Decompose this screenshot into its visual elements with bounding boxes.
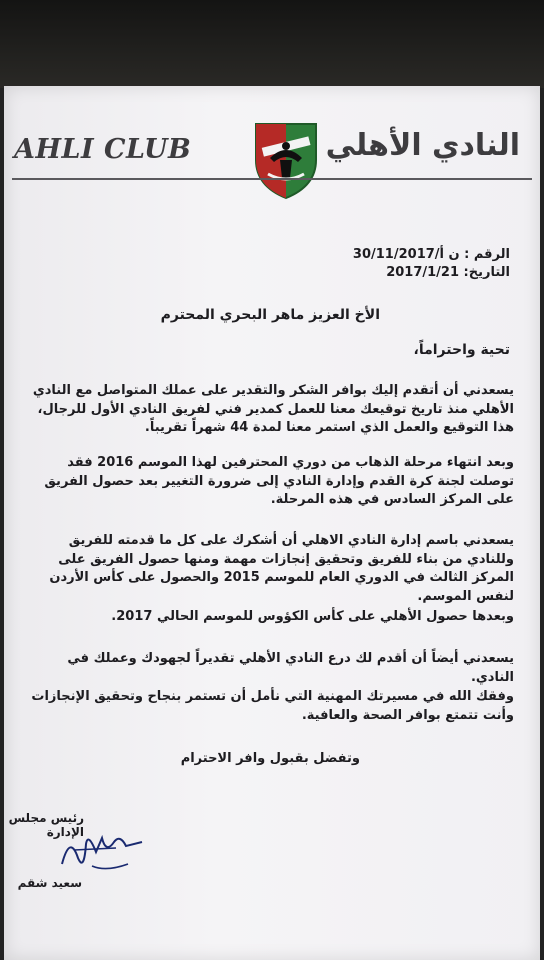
reference-date: التاريخ: 2017/1/21 [386, 265, 510, 280]
signatory-title: رئيس مجلس الإدارة [8, 811, 84, 839]
paragraph-5: يسعدني أيضاً أن أقدم لك درع النادي الأهلي تقديراً لجهودك وعملك في النادي. [67, 651, 514, 685]
paragraph-4: وبعدها حصول الأهلي على كأس الكؤوس للموسم الحالي 2017. [111, 609, 514, 624]
reference-number: الرقم : ن أ/30/11/2017 [352, 247, 510, 262]
club-name-english: AHLI CLUB [14, 134, 192, 165]
ahli-club-crest-icon [246, 116, 326, 202]
closing-line: وتفضل بقبول وافر الاحترام [180, 751, 360, 766]
signatory-name: سعيد شقم [17, 876, 82, 890]
dark-background-top [0, 0, 544, 88]
letterhead [4, 86, 540, 182]
paragraph-1: يسعدني أن أتقدم إليك بوافر الشكر والتقدير على عملك المتواصل مع النادي الأهلي منذ تاريخ توقيعك معنا للعمل كمدير فني لفريق النادي الأول للرجال، هذا التوقيع والعمل الذي استمر معنا لمدة 44 شهراً تقريباً. [32, 383, 514, 435]
letter-page [4, 86, 540, 960]
reference-block [353, 246, 510, 282]
club-name-arabic: النادي الأهلي [325, 128, 520, 163]
handwritten-signature [56, 824, 146, 876]
paragraph-2: وبعد انتهاء مرحلة الذهاب من دوري المحترفين لهذا الموسم 2016 فقد توصلت لجنة كرة القدم وإدارة النادي إلى ضرورة التغيير بعد حصول الفريق على المركز السادس في هذه المرحلة. [44, 455, 514, 507]
header-rule [12, 178, 532, 180]
paragraph-6: وفقك الله في مسيرتك المهنية التي نأمل أن تستمر بنجاح وتحقيق الإنجازات وأنت تتمتع بوافر الصحة والعافية. [31, 689, 514, 723]
paragraph-3: يسعدني باسم إدارة النادي الاهلي أن أشكرك على كل ما قدمته للفريق وللنادي من بناء للفريق وتحقيق إنجازات مهمة ومنها حصول الفريق على المركز الثالث في الدوري العام للموسم 2015 والحصول على كأس الأردن لنفس الموسم. [49, 533, 514, 604]
recipient-line: الأخ العزيز ماهر البحري المحترم [160, 307, 380, 323]
greeting-line: تحية واحتراماً، [413, 342, 510, 358]
